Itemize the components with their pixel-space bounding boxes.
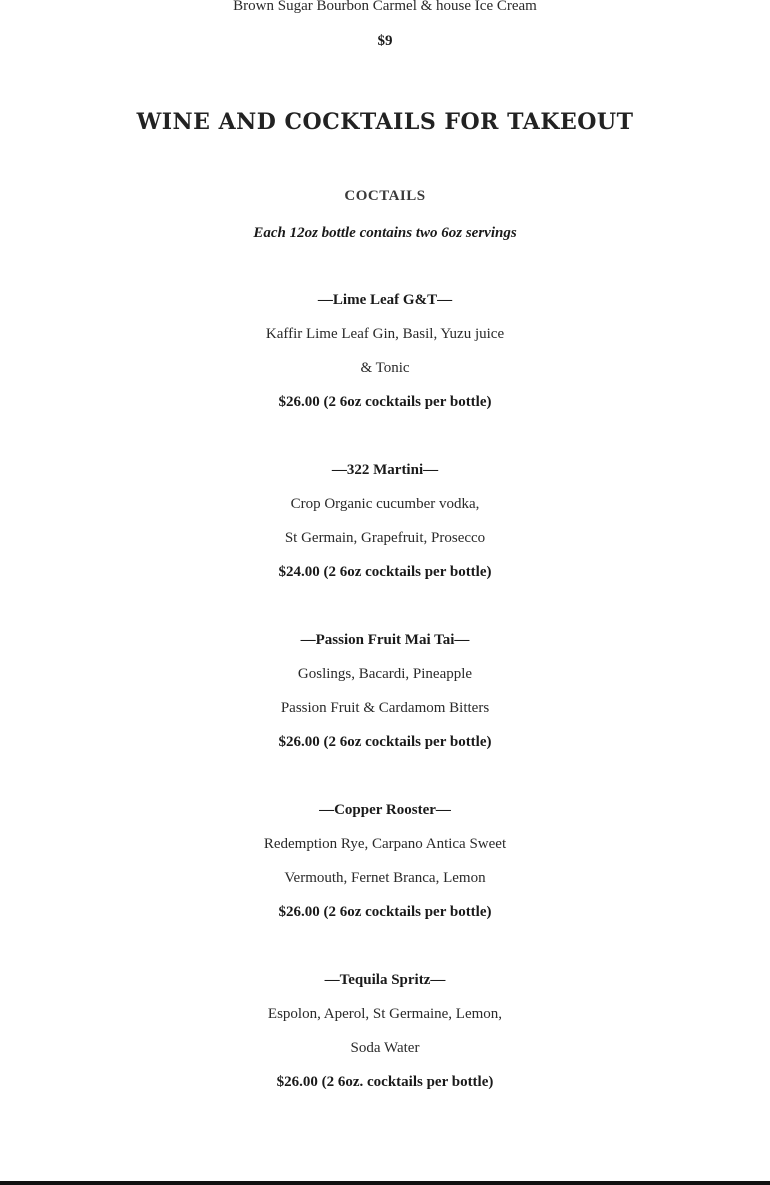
menu-item-price: $26.00 (2 6oz cocktails per bottle)	[278, 904, 492, 920]
menu-item-description: Espolon, Aperol, St Germaine, Lemon,	[267, 1006, 503, 1022]
menu-item-price: $24.00 (2 6oz cocktails per bottle)	[278, 564, 492, 580]
menu-item-description: Kaffir Lime Leaf Gin, Basil, Yuzu juice	[265, 326, 505, 342]
menu-item-description: Redemption Rye, Carpano Antica Sweet	[263, 836, 507, 852]
section-heading: WINE AND COCKTAILS FOR TAKEOUT	[136, 109, 634, 135]
dessert-description: Brown Sugar Bourbon Carmel & house Ice Cream	[233, 0, 537, 14]
menu-item-name: —Lime Leaf G&T—	[317, 292, 453, 308]
menu-item-name: —Passion Fruit Mai Tai—	[300, 632, 470, 648]
menu-item-name: —Tequila Spritz—	[324, 972, 446, 988]
cocktails-title: COCTAILS	[344, 188, 426, 204]
menu-item-description: St Germain, Grapefruit, Prosecco	[284, 530, 486, 546]
menu-item-description: Soda Water	[350, 1040, 420, 1056]
menu-item-description: & Tonic	[360, 360, 410, 376]
footer-divider	[0, 1181, 770, 1185]
dessert-price: $9	[377, 33, 393, 49]
menu-item-description: Passion Fruit & Cardamom Bitters	[280, 700, 490, 716]
menu-item-price: $26.00 (2 6oz. cocktails per bottle)	[276, 1074, 494, 1090]
menu-item-description: Crop Organic cucumber vodka,	[290, 496, 480, 512]
menu-item-name: —322 Martini—	[331, 462, 439, 478]
menu-item-price: $26.00 (2 6oz cocktails per bottle)	[278, 734, 492, 750]
menu-item-price: $26.00 (2 6oz cocktails per bottle)	[278, 394, 492, 410]
cocktails-note: Each 12oz bottle contains two 6oz servings	[253, 225, 517, 241]
menu-item-description: Goslings, Bacardi, Pineapple	[297, 666, 473, 682]
menu-item-name: —Copper Rooster—	[319, 802, 451, 818]
menu-item-description: Vermouth, Fernet Branca, Lemon	[284, 870, 486, 886]
